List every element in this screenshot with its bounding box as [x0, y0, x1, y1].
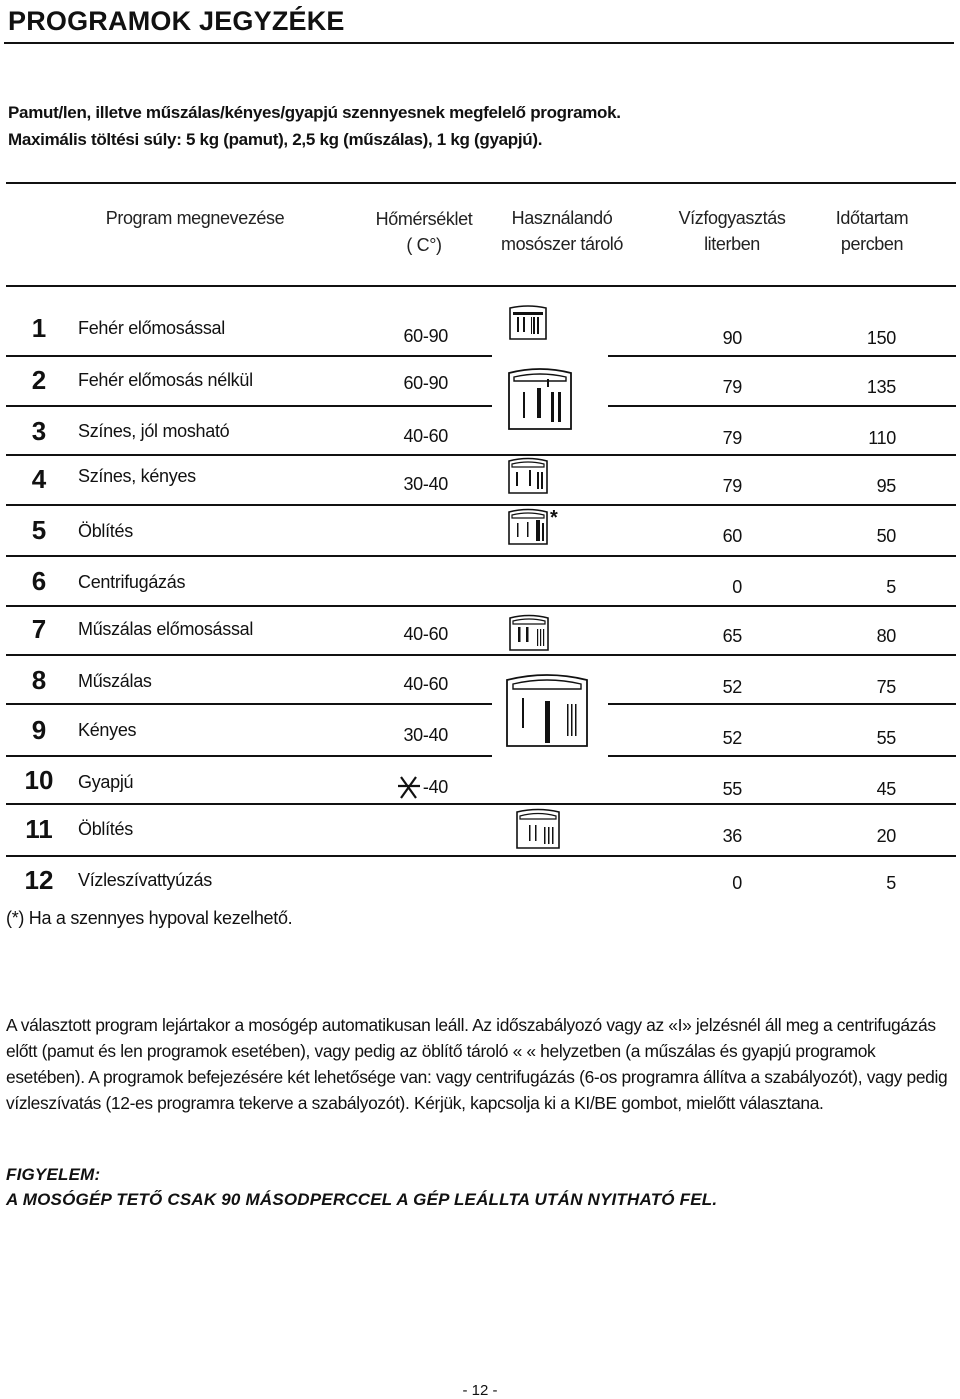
- row-separator: [6, 703, 492, 705]
- program-name: Fehér előmosás nélkül: [78, 370, 253, 390]
- row-number: 11: [25, 814, 53, 844]
- header-detergent-line2: mosószer tároló: [500, 234, 624, 254]
- row-number: 1: [31, 313, 47, 343]
- footnote: (*) Ha a szennyes hypoval kezelhető.: [6, 908, 293, 928]
- temperature-value: -40: [422, 777, 448, 797]
- row-number: 7: [31, 614, 47, 644]
- row-separator: [608, 703, 956, 705]
- asterisk-mark: *: [550, 507, 558, 529]
- program-name: Műszálas előmosással: [78, 619, 254, 639]
- row-separator: [6, 755, 492, 757]
- water-value: 79: [722, 377, 742, 397]
- row-number: 4: [31, 464, 47, 494]
- program-name: Centrifugázás: [78, 572, 186, 592]
- program-name: Öblítés: [78, 819, 133, 839]
- page-title: PROGRAMOK JEGYZÉKE: [8, 6, 345, 36]
- row-separator: [6, 605, 956, 607]
- detergent-drawer-icon: [505, 668, 589, 752]
- water-value: 90: [722, 328, 742, 348]
- program-name: Színes, jól mosható: [78, 421, 230, 441]
- temperature-value: 40-60: [403, 426, 448, 446]
- header-temperature-line1: Hőmérséklet: [375, 209, 473, 229]
- warning-text: A MOSÓGÉP TETŐ CSAK 90 MÁSODPERCCEL A GÉP LEÁLLTA UTÁN NYITHATÓ FEL.: [6, 1190, 718, 1209]
- header-program: Program megnevezése: [105, 208, 285, 228]
- header-temperature: [356, 206, 492, 258]
- duration-value: 5: [886, 873, 896, 893]
- water-value: 55: [722, 779, 742, 799]
- row-separator: [6, 855, 956, 857]
- row-number: 5: [31, 515, 47, 545]
- temperature-value: 60-90: [403, 373, 448, 393]
- temperature-value: 60-90: [403, 326, 448, 346]
- duration-value: 20: [876, 826, 896, 846]
- row-separator: [608, 755, 956, 757]
- header-temperature-line2: ( C°): [406, 235, 442, 255]
- row-separator: [6, 803, 956, 805]
- table-top-rule: [6, 182, 956, 184]
- duration-value: 5: [886, 577, 896, 597]
- row-number: 6: [31, 566, 47, 596]
- duration-value: 50: [876, 526, 896, 546]
- row-separator: [6, 504, 956, 506]
- water-value: 52: [722, 728, 742, 748]
- header-duration: [810, 205, 934, 257]
- row-number: 10: [24, 765, 54, 795]
- header-detergent: [484, 205, 640, 257]
- duration-value: 80: [876, 626, 896, 646]
- header-water-line2: literben: [704, 234, 760, 254]
- row-number: 8: [31, 665, 47, 695]
- program-name: Színes, kényes: [78, 466, 196, 486]
- row-number: 2: [31, 365, 47, 395]
- end-of-program-paragraph: A választott program lejártakor a mosógép automatikusan leáll. Az időszabályozó vagy az «I» jelzésnél áll meg a centrifugázás előtt (pamut és len programok esetében), vagy pedig az öblítő tároló « « helyzetben (a műszálas és gyapjú programok esetében). A programok befejezésére két lehetősége van: vagy centrifugázás (6-os programra állítva a szabályozót), vagy pedig vízleszívatás (12-es programra tekerve a szabályozót). Kérjük, kapcsolja ki a KI/BE gombot, mielőtt választana.: [6, 1015, 948, 1113]
- warning-label: FIGYELEM:: [6, 1165, 101, 1184]
- row-separator: [608, 355, 956, 357]
- row-separator: [6, 405, 492, 407]
- duration-value: 95: [876, 476, 896, 496]
- row-number: 9: [31, 715, 47, 745]
- header-duration-line2: percben: [840, 234, 904, 254]
- intro-line-1: Pamut/len, illetve műszálas/kényes/gyapjú szennyesnek megfelelő programok.: [8, 103, 621, 122]
- temperature-value: 40-60: [403, 674, 448, 694]
- detergent-drawer-icon: [507, 455, 549, 497]
- detergent-drawer-icon: [515, 806, 561, 852]
- program-name: Fehér előmosással: [78, 318, 225, 338]
- program-name: Műszálas: [78, 671, 152, 691]
- table-header-rule: [6, 285, 956, 287]
- water-value: 60: [722, 526, 742, 546]
- row-separator: [6, 654, 956, 656]
- row-separator: [6, 555, 956, 557]
- temperature-value: 30-40: [403, 474, 448, 494]
- temperature-value: 40-60: [403, 624, 448, 644]
- row-number: 3: [31, 416, 47, 446]
- detergent-drawer-icon: [507, 506, 549, 548]
- program-name: Öblítés: [78, 521, 133, 541]
- duration-value: 110: [868, 428, 896, 448]
- program-name: Kényes: [78, 720, 137, 740]
- water-value: 0: [732, 873, 742, 893]
- duration-value: 135: [866, 377, 896, 397]
- row-separator: [608, 405, 956, 407]
- detergent-drawer-icon: [508, 612, 550, 654]
- duration-value: 55: [876, 728, 896, 748]
- row-separator: [6, 454, 956, 456]
- duration-value: 45: [876, 779, 896, 799]
- header-water-line1: Vízfogyasztás: [678, 208, 786, 228]
- water-value: 79: [722, 476, 742, 496]
- duration-value: 150: [866, 328, 896, 348]
- page-number: - 12 -: [462, 1382, 498, 1399]
- temperature-value: 30-40: [403, 725, 448, 745]
- row-separator: [6, 355, 492, 357]
- water-value: 65: [722, 626, 742, 646]
- title-divider: [4, 42, 954, 44]
- duration-value: 75: [876, 677, 896, 697]
- water-value: 52: [722, 677, 742, 697]
- cold-wash-cross-icon: [396, 774, 422, 800]
- water-value: 79: [722, 428, 742, 448]
- intro-line-2: Maximális töltési súly: 5 kg (pamut), 2,5 kg (műszálas), 1 kg (gyapjú).: [8, 130, 543, 149]
- program-name: Vízleszívattyúzás: [78, 870, 212, 890]
- program-name: Gyapjú: [78, 772, 134, 792]
- header-water: [660, 205, 804, 257]
- header-duration-line1: Időtartam: [835, 208, 909, 228]
- row-number: 12: [24, 865, 54, 895]
- detergent-drawer-icon: [507, 363, 573, 435]
- header-detergent-line1: Használandó: [511, 208, 613, 228]
- water-value: 0: [732, 577, 742, 597]
- water-value: 36: [722, 826, 742, 846]
- detergent-drawer-icon: [508, 303, 548, 343]
